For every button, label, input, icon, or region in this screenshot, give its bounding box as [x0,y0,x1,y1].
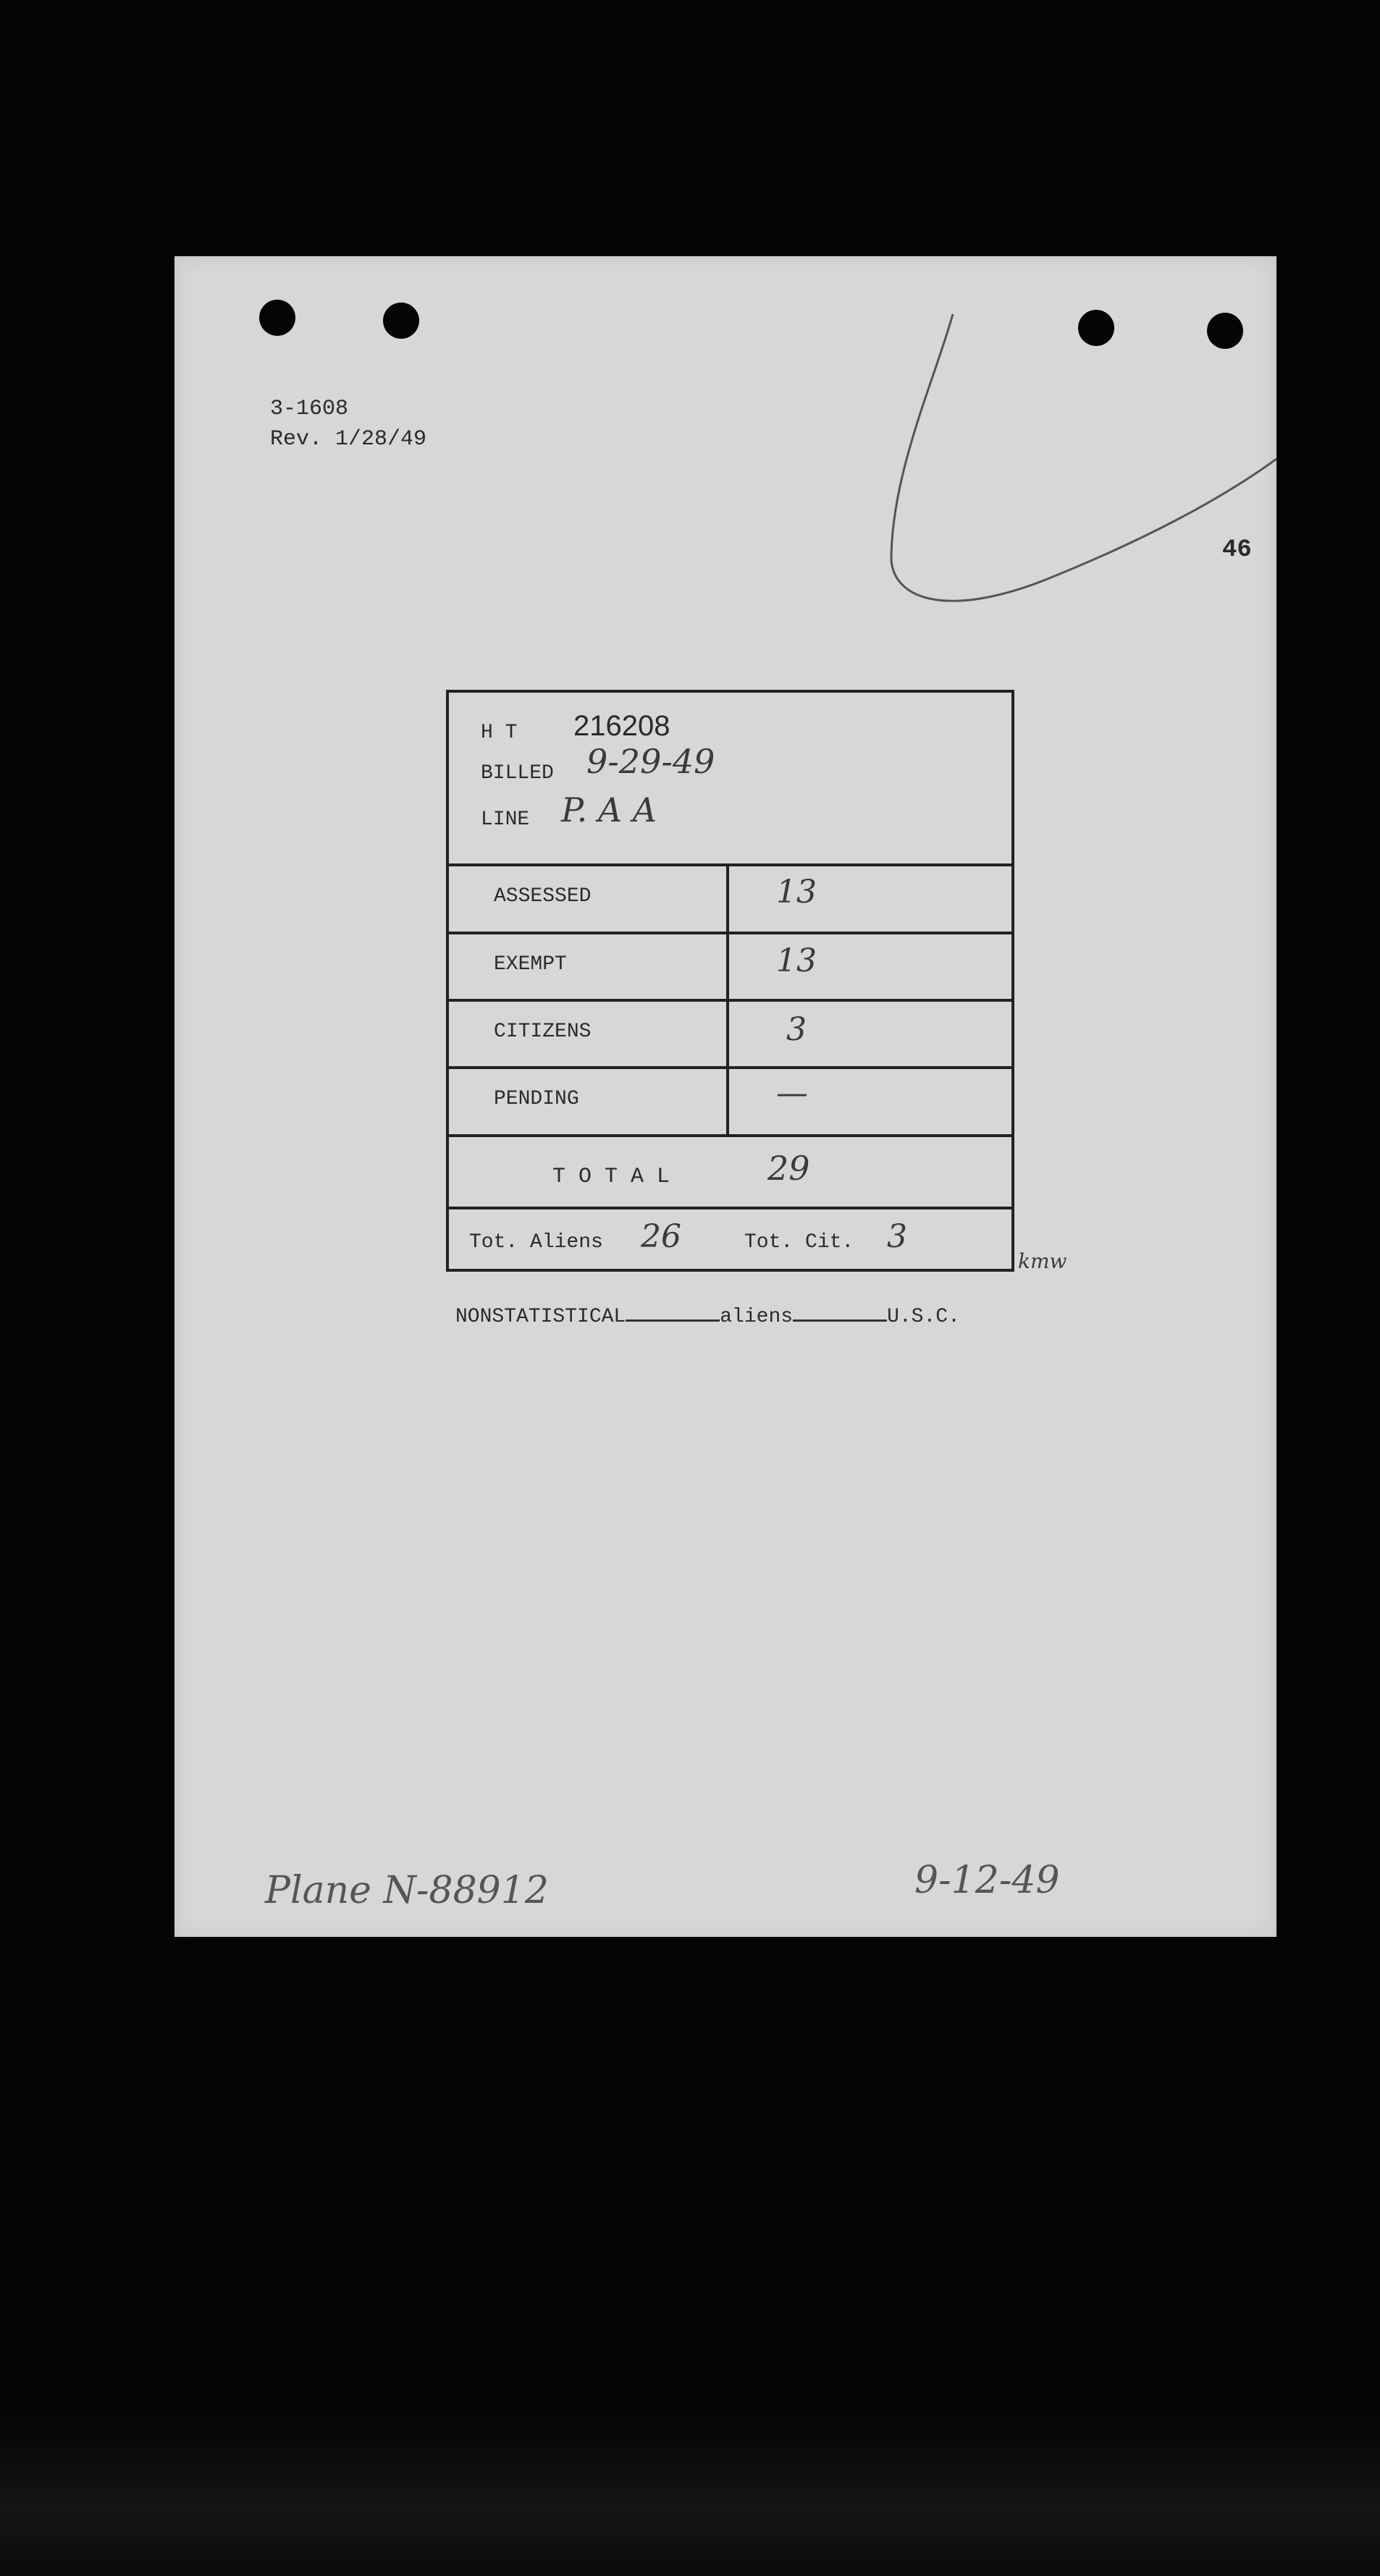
nonstatistical-aliens-blank [626,1319,720,1322]
total-label: T O T A L [552,1165,670,1189]
tot-cit-value: 3 [887,1218,907,1255]
divider [449,932,1011,934]
row-value-citizens: 3 [786,1011,807,1048]
row-label-exempt: EXEMPT [494,953,567,976]
ht-label: H T [481,722,518,744]
nonstatistical-label: NONSTATISTICAL [455,1306,626,1328]
row-value-assessed: 13 [776,874,817,911]
footer-date: 9-12-49 [914,1859,1060,1902]
line-label: LINE [481,808,530,831]
tot-aliens-value: 26 [641,1218,681,1255]
document-page [174,256,1276,1937]
total-value: 29 [767,1149,810,1188]
divider [449,1066,1011,1069]
row-label-assessed: ASSESSED [494,885,592,908]
nonstatistical-usc-label: U.S.C. [887,1306,960,1328]
tot-cit-label: Tot. Cit. [744,1231,854,1254]
scan-lower-band [0,2410,1380,2576]
nonstatistical-usc-blank [793,1319,887,1322]
column-divider [726,863,729,1136]
tally-form [446,690,1014,1272]
row-label-pending: PENDING [494,1088,579,1110]
ht-number: 216208 [573,710,670,742]
row-value-pending: — [776,1075,808,1112]
form-revision: Rev. 1/28/49 [270,427,427,452]
line-value: P. A A [561,790,657,829]
divider [449,1207,1011,1209]
tot-aliens-label: Tot. Aliens [469,1231,603,1254]
billed-date: 9-29-49 [586,742,715,781]
row-value-exempt: 13 [776,942,817,979]
nonstatistical-line [455,1306,960,1328]
nonstatistical-aliens-label: aliens [720,1306,794,1328]
clerk-initials: kmw [1018,1249,1067,1273]
divider [449,999,1011,1002]
billed-label: BILLED [481,762,554,785]
form-number: 3-1608 [270,397,349,421]
divider [449,1134,1011,1137]
plane-number: Plane N-88912 [265,1869,549,1912]
corner-number: 46 [1222,536,1252,564]
divider [449,863,1011,866]
row-label-citizens: CITIZENS [494,1021,592,1043]
